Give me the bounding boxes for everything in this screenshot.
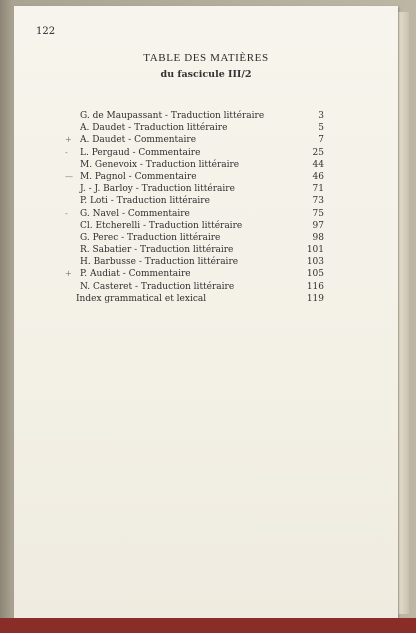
toc-entry xyxy=(74,232,324,244)
red-background-band xyxy=(0,618,416,633)
pencil-mark: - xyxy=(65,208,68,218)
toc-entry xyxy=(65,171,324,183)
pencil-mark: - xyxy=(65,147,68,157)
toc-entry-label: A. Daudet - Commentaire xyxy=(80,135,197,146)
toc-entry-label: J. - J. Barloy - Traduction littéraire xyxy=(80,184,235,195)
toc-entry-page: 103 xyxy=(306,257,324,268)
toc-entry-page: 119 xyxy=(306,293,324,304)
toc-entry-page: 73 xyxy=(312,196,324,207)
pencil-mark: + xyxy=(65,269,72,279)
pencil-mark: + xyxy=(65,135,72,145)
toc-entry xyxy=(65,208,324,220)
toc-entry-label: N. Casteret - Traduction littéraire xyxy=(80,281,235,292)
toc-entry xyxy=(74,110,324,122)
toc-entry xyxy=(65,147,324,159)
toc-entry xyxy=(74,244,324,256)
toc-entry xyxy=(65,268,324,280)
toc-entry-label: M. Pagnol - Commentaire xyxy=(80,171,197,182)
toc-entry-page: 5 xyxy=(318,123,324,134)
table-of-contents xyxy=(65,110,324,305)
toc-entry-page: 98 xyxy=(312,232,324,243)
book-page xyxy=(14,6,398,618)
toc-entry-label: G. Navel - Commentaire xyxy=(80,208,190,219)
toc-entry xyxy=(74,122,324,134)
toc-entry-page: 71 xyxy=(312,184,324,195)
toc-entry-page: 44 xyxy=(312,159,324,170)
toc-entry-label: R. Sabatier - Traduction littéraire xyxy=(80,245,234,256)
toc-entry-page: 3 xyxy=(318,111,324,121)
toc-entry-page: 75 xyxy=(312,208,324,219)
toc-entry xyxy=(74,293,324,305)
page-number: 122 xyxy=(36,26,56,37)
toc-entry xyxy=(74,183,324,195)
toc-entry-page: 105 xyxy=(306,269,324,280)
toc-entry xyxy=(65,134,324,146)
toc-entry-label: P. Loti - Traduction littéraire xyxy=(80,196,210,207)
toc-entry-label: L. Pergaud - Commentaire xyxy=(80,147,201,158)
toc-entry xyxy=(74,281,324,293)
toc-entry-page: 116 xyxy=(306,281,324,292)
toc-entry-label: G. Perec - Traduction littéraire xyxy=(80,232,221,243)
toc-entry-label: M. Genevoix - Traduction littéraire xyxy=(80,159,240,170)
toc-entry xyxy=(74,159,324,171)
toc-entry-label: Index grammatical et lexical xyxy=(76,293,207,304)
toc-entry-label: A. Daudet - Traduction littéraire xyxy=(80,123,228,134)
toc-entry xyxy=(74,220,324,232)
page-edge xyxy=(398,12,409,614)
toc-entry-label: H. Barbusse - Traduction littéraire xyxy=(80,257,239,268)
toc-entry xyxy=(74,256,324,268)
pencil-mark: — xyxy=(65,171,73,181)
toc-entry-page: 25 xyxy=(312,147,324,158)
toc-entry-page: 101 xyxy=(306,245,324,256)
toc-entry-page: 46 xyxy=(312,171,324,182)
toc-entry-label: Cl. Etcherelli - Traduction littéraire xyxy=(80,220,243,231)
toc-entry xyxy=(74,195,324,207)
toc-subtitle: du fascicule III/2 xyxy=(160,69,252,80)
toc-entry-label: G. de Maupassant - Traduction littéraire xyxy=(80,111,265,121)
toc-title: TABLE DES MATIÈRES xyxy=(143,52,269,64)
toc-entry-label: P. Audiat - Commentaire xyxy=(80,269,191,280)
toc-entry-page: 7 xyxy=(318,135,324,146)
toc-entry-page: 97 xyxy=(312,220,324,231)
